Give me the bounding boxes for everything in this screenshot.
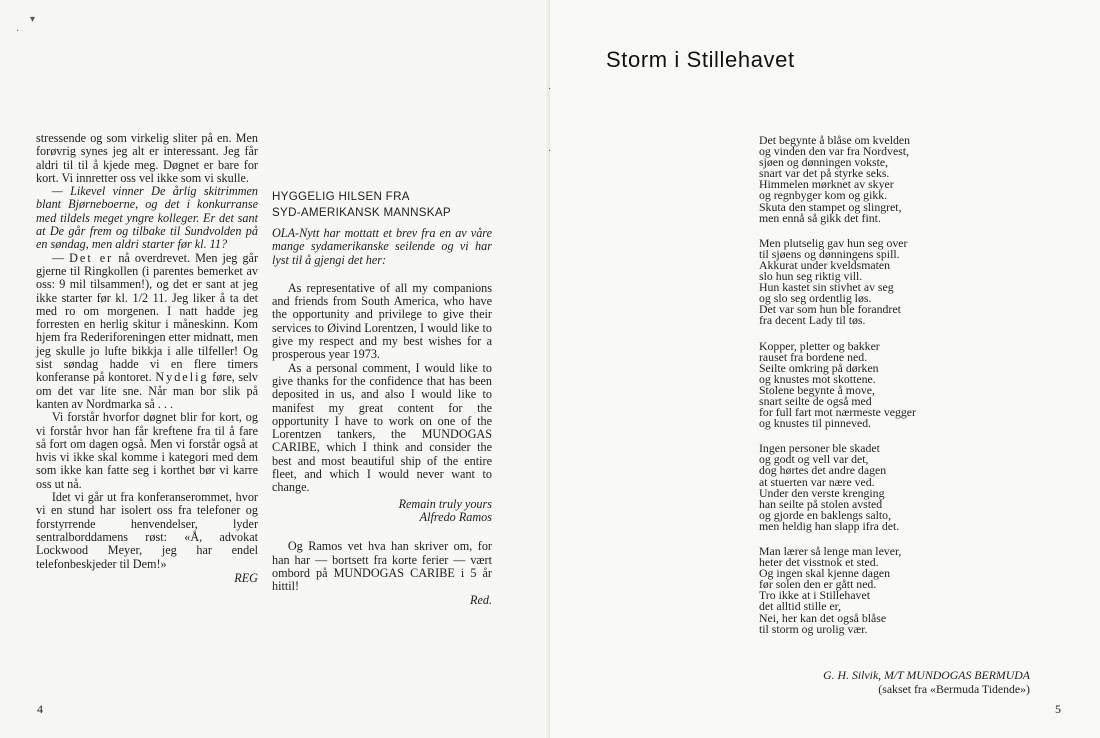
paragraph: Og Ramos vet hva han skriver om, for han har — bortsett fra korte ferier — vært ombord på MUNDOGAS CARIBE i 5 år hittil! [272, 539, 492, 594]
poem-line: Seilte omkring på dørken [759, 360, 879, 375]
poem-line: og vinden den var fra Nordvest, [759, 144, 910, 159]
poem-line: Under den verste krenging [759, 485, 885, 500]
poem-author: G. H. Silvik, M/T MUNDOGAS BERMUDA [823, 668, 1030, 682]
poem-line: til sjøens og dønningens spill. [759, 246, 900, 261]
poem-line: Man lærer så lenge man lever, [759, 544, 902, 558]
binding-mark: · [548, 84, 552, 95]
poem-stanza [759, 338, 1009, 431]
author-signature: REG [234, 570, 258, 585]
closing: Remain truly yours [398, 496, 492, 511]
poem-line: og regnbyger kom og gikk. [759, 188, 888, 203]
sender-name: Alfredo Ramos [419, 509, 492, 524]
spaced-text: Nydelig [155, 370, 209, 385]
intro-text: OLA-Nytt har mottatt et brev fra en av våre mange sydamerikanske seilende og vi har lyst til å gjengi det her: [272, 226, 492, 267]
spaced-text: Det er [69, 250, 114, 265]
paragraph: As representative of all my companions and friends from South America, who have the opportunity and privilege to give their services to Øivind Lorentzen, I would like to give my respect and my best wishes for a prosperous year 1973. [272, 280, 492, 362]
poem-line: slo hun seg riktig vill. [759, 269, 863, 284]
paragraph [36, 252, 258, 412]
letter-body [272, 282, 492, 495]
poem-line: Akkurat under kveldsmaten [759, 257, 891, 272]
poem-line: Skuta den stampet og slingret, [759, 199, 902, 214]
paragraph: stressende og som virkelig sliter på en. Men forøvrig synes jeg alt er interessant. Jeg får aldri til til å kjede meg. Døgnet er bare for kort. Vi innretter oss vel ikke som vi skulle. [36, 131, 258, 185]
poem-line: snart var det på styrke seks. [759, 166, 890, 181]
poem-line: dog hørtes det andre dagen [759, 463, 887, 478]
poem-line: sjøen og dønningen vokste, [759, 155, 889, 170]
spacer [272, 524, 492, 540]
dash: — [51, 250, 65, 265]
poem-line: og knustes til pinneved. [759, 416, 872, 431]
poem-line: og godt og vell var det, [759, 452, 869, 467]
poem-line: Ingen personer ble skadet [759, 441, 880, 456]
heading-line: HYGGELIG HILSEN FRA [272, 190, 410, 203]
poem-line: Det begynte å blåse om kvelden [759, 133, 911, 147]
paragraph: Idet vi går ut fra konferanserommet, hvor vi en stund har isolert oss fra telefoner og forstyrrende henvendelser, lyder sentralborddamens røst: «Å, advokat Lockwood Meyer, jeg har endel telefonbeskjeder til Dem!» [36, 490, 258, 571]
poem-line: at stuerten var nære ved. [759, 474, 875, 489]
poem-line: Nei, her kan det også blåse [759, 610, 887, 625]
article-heading [272, 189, 492, 221]
heading-line: SYD-AMERIKANSK MANNSKAP [272, 206, 451, 219]
poem-line: og knustes mot skottene. [759, 371, 876, 386]
poem-line: Kopper, pletter og bakker [759, 338, 880, 353]
page-number: 4 [37, 702, 43, 716]
paragraph: Vi forstår hvorfor døgnet blir for kort, og vi forstår hvor han får kreftene fra til å fare så fort om dagen også. Men vi forstår også at hvis vi ikke skal komme i kategori med dem som ikke kan fatte seg i korthet bør vi karre oss ut nå. [36, 410, 258, 491]
poem [759, 135, 1009, 649]
poem-line: Men plutselig gav hun seg over [759, 235, 908, 250]
letter-column [272, 189, 492, 608]
poem-source: (sakset fra «Bermuda Tidende») [878, 682, 1030, 696]
poem-line: Hun kastet sin stivhet av seg [759, 280, 894, 295]
poem-line: Og ingen skal kjenne dagen [759, 566, 891, 581]
corner-dot: · [16, 26, 20, 37]
binding-mark: · [548, 146, 552, 157]
poem-line: det alltid stille er, [759, 599, 842, 614]
poem-line: til storm og urolig vær. [759, 621, 868, 636]
poem-line: før solen den er gått ned. [759, 577, 877, 592]
editor-signature: Red. [470, 593, 492, 608]
poem-line: snart seilte de også med [759, 393, 872, 408]
poem-line: fra decent Lady til tøs. [759, 313, 866, 328]
poem-line: og gjorde en baklengs salto, [759, 507, 892, 522]
poem-line: heter det visstnok et sted. [759, 555, 879, 570]
poem-stanza [759, 546, 1009, 635]
page-number: 5 [1055, 702, 1061, 716]
letter-signature [272, 498, 492, 525]
corner-mark: ▾ [30, 14, 36, 25]
poem-line: men heldig han slapp ifra det. [759, 518, 900, 533]
poem-line: Tro ikke at i Stillehavet [759, 588, 870, 603]
poem-line: og slo seg ordentlig løs. [759, 291, 872, 306]
poem-line: Himmelen mørknet av skyer [759, 177, 894, 192]
poem-stanza [759, 235, 1009, 328]
poem-line: men ennå så gikk det fint. [759, 210, 881, 225]
paragraph: As a personal comment, I would like to give thanks for the confidence that has been deposited in us, and also I would like to manifest my great content for the opportunity I have to work on one of the Lorentzen tankers, the MUNDOGAS CARIBE, which I think and consider the best and most beautiful ship of the entire fleet, and which I would never want to change. [272, 360, 492, 495]
poem-stanza [759, 135, 1009, 224]
poem-line: for full fart mot nærmeste vegger [759, 405, 916, 420]
poem-title: Storm i Stillehavet [606, 47, 795, 72]
text: føre, selv om det var lite sne. Når man bor slik på kanten av Nordmarka så . . . [36, 370, 258, 411]
poem-line: han seilte på stolen avsted [759, 496, 883, 511]
interview-column [36, 132, 258, 585]
interview-question: — Likevel vinner De årlig skitrimmen blant Bjørneboerne, og det i konkurranse med tildels meget yngre kolleger. Er det sant at De går frem og tilbake til Sundvolden på en søndag, men aldri starter før kl. 11? [36, 184, 258, 252]
poem-attribution [790, 668, 1030, 696]
poem-line: rauset fra bordene ned. [759, 349, 868, 364]
poem-stanza [759, 443, 1009, 532]
poem-line: Stolene begynte å move, [759, 382, 875, 397]
poem-line: Det var som hun ble forandret [759, 302, 901, 317]
text: nå overdrevet. Men jeg går gjerne til Ringkollen (i parentes bemerket av oss: 9 mil tilsammen!), og det er sant at jeg ikke starter før kl. 1/2 11. Jeg liker å ta det med ro om morgenen. I natt hadde jeg forresten en herlig skitur i måneskinn. Kom hjem fra Rederiforeningen etter midnatt, men jeg skulle jo lufte bikkja i alle tilfeller! Og sist søndag hadde vi en flere timers konferanse på kontoret. [36, 250, 259, 385]
